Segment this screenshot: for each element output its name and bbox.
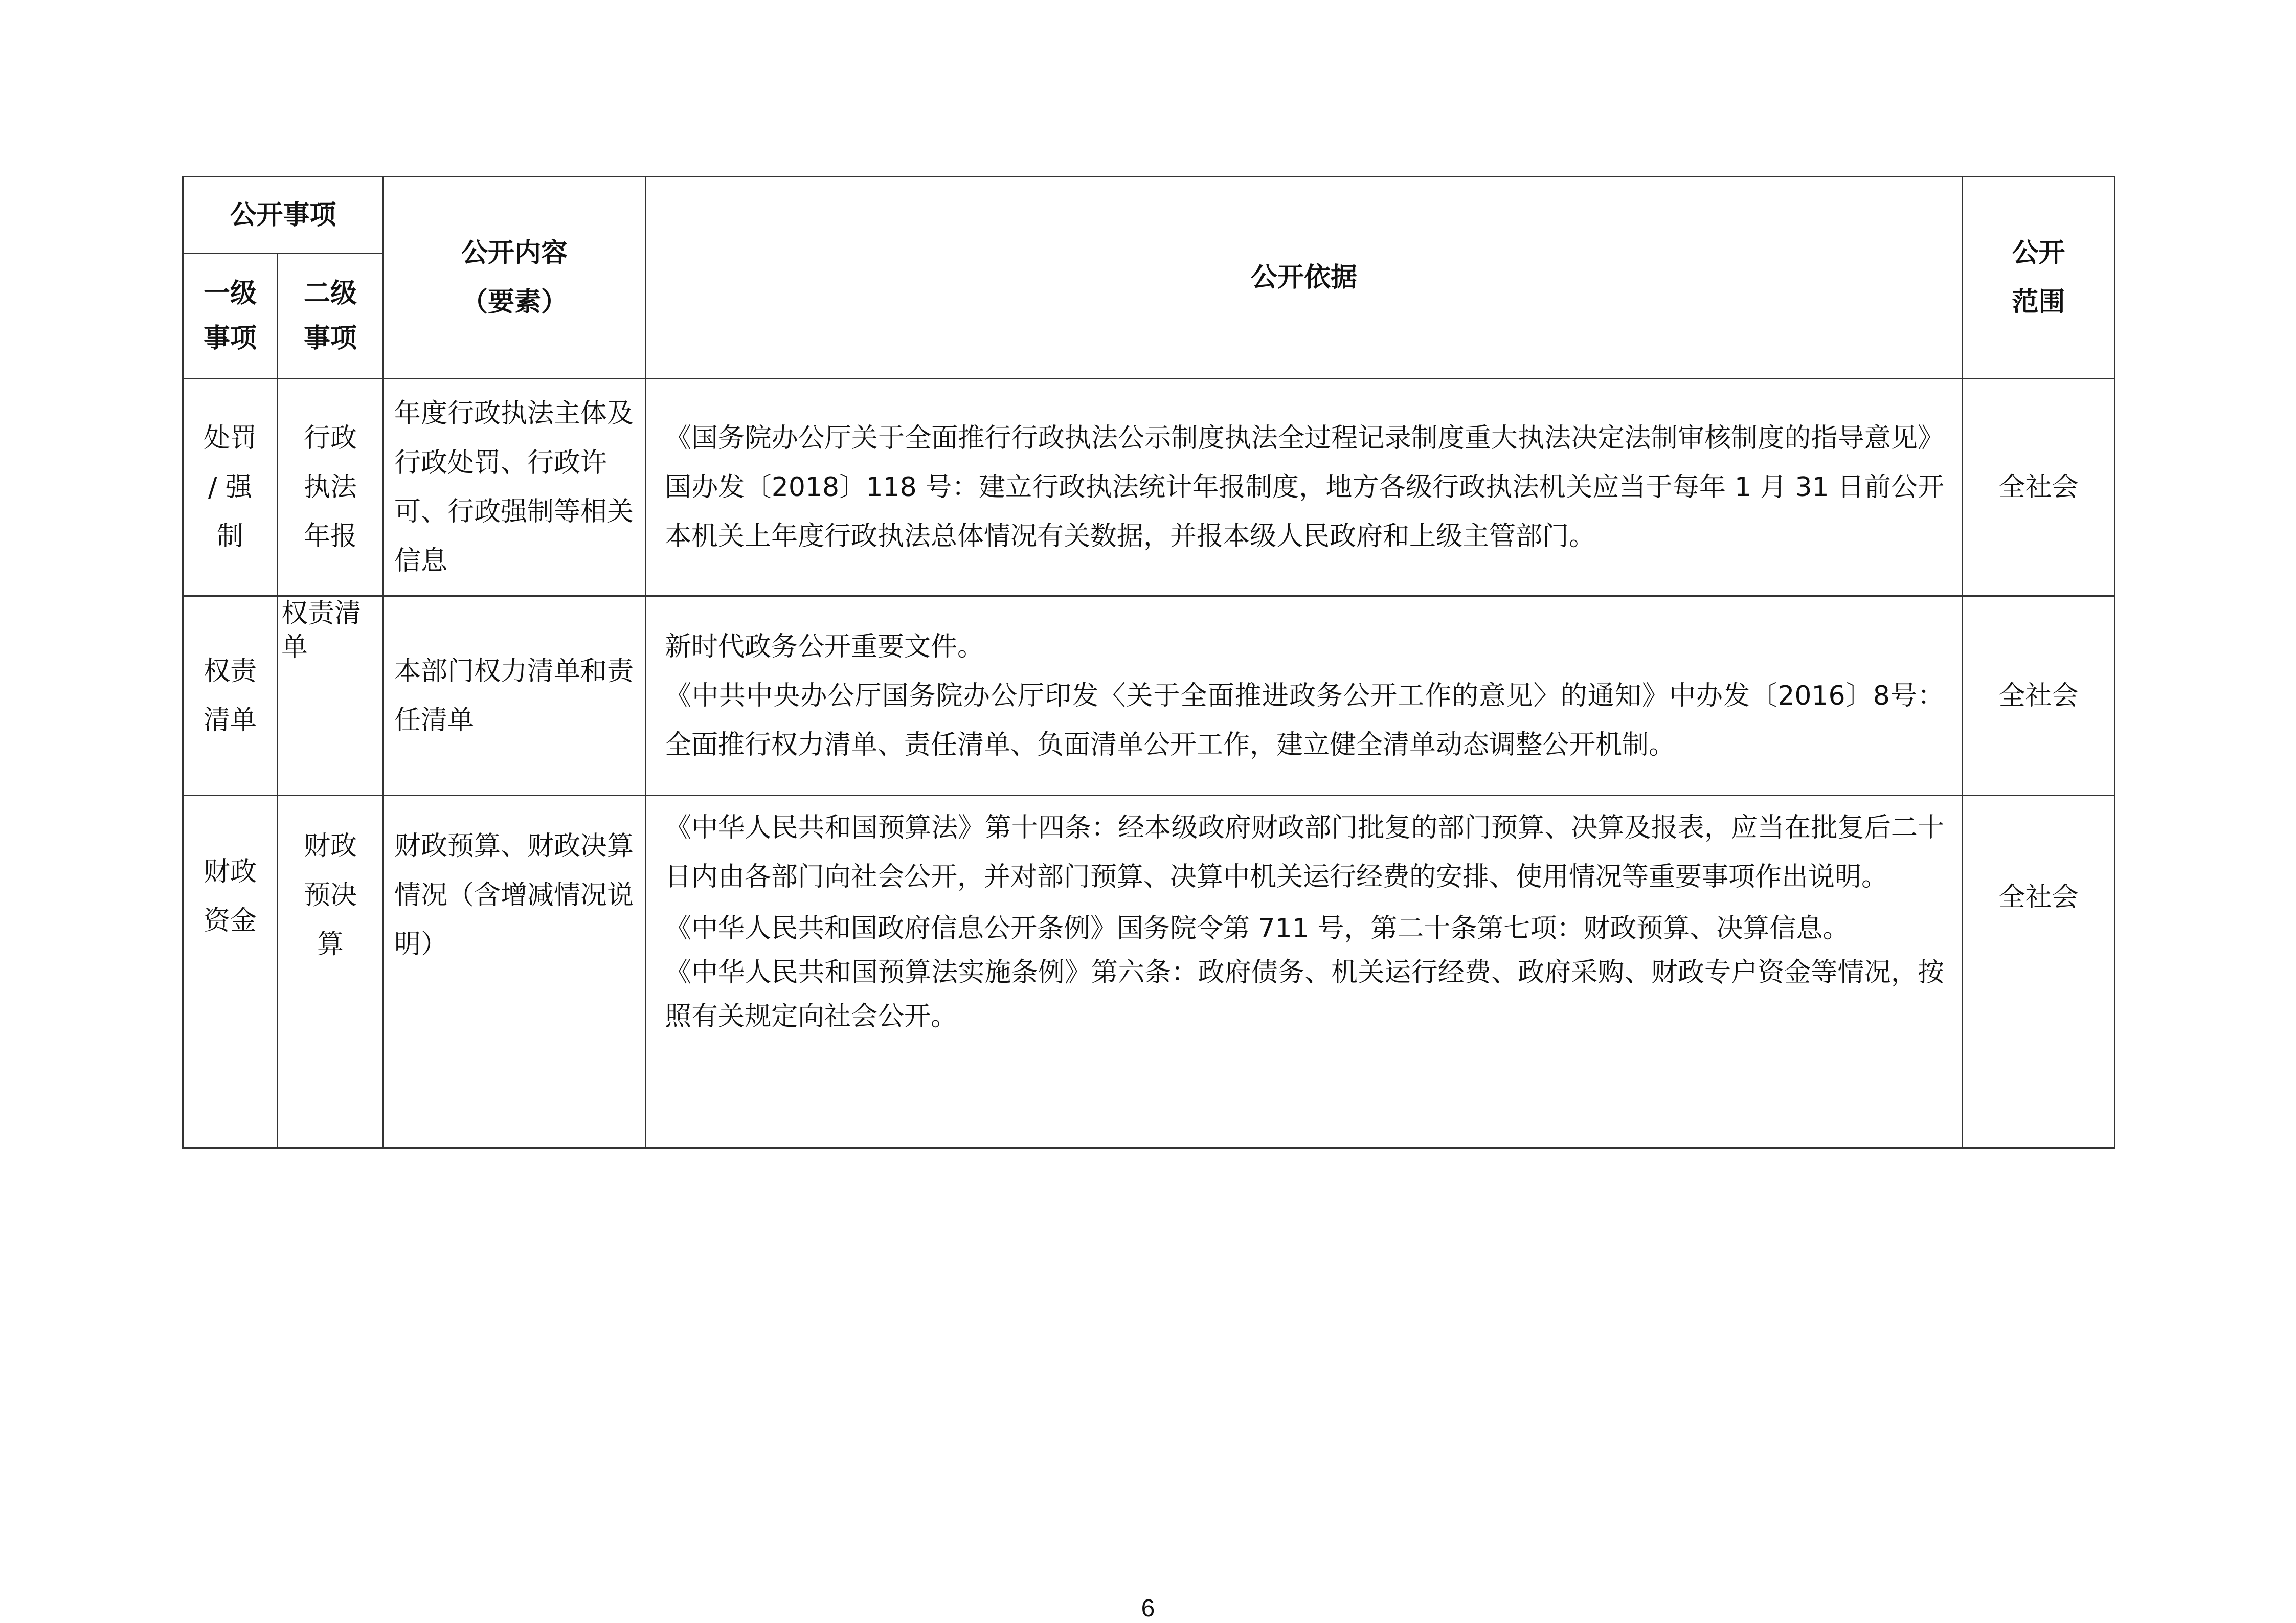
row-content-text: 本部门权力清单和责任清单	[394, 656, 634, 736]
header-scope-line-1: 公开	[2012, 238, 2065, 268]
row-level2-line: 行政	[304, 423, 357, 454]
disclosure-table	[182, 176, 2115, 1149]
row-level2	[278, 596, 384, 796]
row-level2-line: 算	[317, 929, 344, 960]
row-level2	[278, 796, 384, 1148]
row-basis-paragraph: 《国务院办公厅关于全面推行行政执法公示制度执法全过程记录制度重大执法决定法制审核制度的指导意见》国办发〔2018〕118 号：建立行政执法统计年报制度，地方各级行政执法机关应当于每年 1 月 31 日前公开本机关上年度行政执法总体情况有关数据，并报本级人民政府和上级主管部门。	[665, 423, 1945, 552]
row-scope-text: 全社会	[1998, 680, 2079, 711]
header-content-line-2: （要素）	[461, 287, 568, 318]
header-basis	[646, 177, 1963, 379]
header-content-line-1: 公开内容	[461, 238, 568, 268]
row-content	[384, 379, 646, 596]
row-level1-line: 制	[216, 521, 243, 552]
row-level1	[183, 379, 278, 596]
header-level1-line-2: 事项	[203, 323, 257, 354]
row-level2-line: 权责清单	[281, 598, 362, 663]
row-level1	[183, 596, 278, 796]
row-level1-line: 清单	[203, 705, 257, 736]
row-scope	[1963, 379, 2115, 596]
row-level2-line: 执法	[304, 472, 357, 503]
row-content-text: 年度行政执法主体及行政处罚、行政许可、行政强制等相关信息	[394, 398, 634, 576]
row-scope	[1963, 596, 2115, 796]
row-content	[384, 596, 646, 796]
header-basis-label: 公开依据	[1251, 262, 1358, 293]
table-row	[183, 796, 2115, 1148]
header-level2-line-2: 事项	[304, 323, 357, 354]
row-level1	[183, 796, 278, 1148]
header-disclosure-item	[183, 177, 384, 254]
header-content	[384, 177, 646, 379]
row-basis-paragraph: 《中华人民共和国预算法》第十四条：经本级政府财政部门批复的部门预算、决算及报表，应当在批复后二十日内由各部门向社会公开，并对部门预算、决算中机关运行经费的安排、使用情况等重要事项作出说明。	[665, 813, 1945, 892]
row-content-text: 财政预算、财政决算情况（含增减情况说明）	[394, 831, 634, 960]
row-basis-paragraph: 新时代政务公开重要文件。	[665, 631, 984, 662]
row-basis-paragraph: 《中华人民共和国预算法实施条例》第六条：政府债务、机关运行经费、政府采购、财政专户资金等情况，按照有关规定向社会公开。	[665, 957, 1945, 1032]
header-scope	[1963, 177, 2115, 379]
header-scope-line-2: 范围	[2012, 287, 2065, 318]
header-level1	[183, 254, 278, 379]
row-basis	[646, 596, 1963, 796]
row-scope	[1963, 796, 2115, 1148]
table-row	[183, 596, 2115, 796]
row-level2-line: 年报	[304, 521, 357, 552]
row-level1-line: 处罚	[203, 423, 257, 454]
row-basis-paragraph: 《中华人民共和国政府信息公开条例》国务院令第 711 号，第二十条第七项：财政预算、决算信息。	[665, 913, 1850, 944]
header-level1-line-1: 一级	[203, 278, 257, 309]
row-basis	[646, 796, 1963, 1148]
row-scope-text: 全社会	[1998, 882, 2079, 913]
table-row	[183, 379, 2115, 596]
row-level2	[278, 379, 384, 596]
row-content	[384, 796, 646, 1148]
row-level2-line: 预决	[304, 880, 357, 911]
row-level1-line: 财政	[203, 856, 257, 887]
page-number: 6	[1141, 1595, 1155, 1622]
row-scope-text: 全社会	[1998, 472, 2079, 503]
header-level2	[278, 254, 384, 379]
row-basis-paragraph: 《中共中央办公厅国务院办公厅印发〈关于全面推进政务公开工作的意见〉的通知》中办发〔2016〕8号：全面推行权力清单、责任清单、负面清单公开工作，建立健全清单动态调整公开机制。	[665, 680, 1945, 760]
row-level1-line: / 强	[208, 472, 253, 503]
row-level1-line: 权责	[203, 656, 257, 687]
row-level1-line: 资金	[203, 906, 257, 936]
header-level2-line-1: 二级	[304, 278, 357, 309]
row-basis	[646, 379, 1963, 596]
header-disclosure-item-label: 公开事项	[230, 199, 336, 231]
row-level2-line: 财政	[304, 831, 357, 862]
